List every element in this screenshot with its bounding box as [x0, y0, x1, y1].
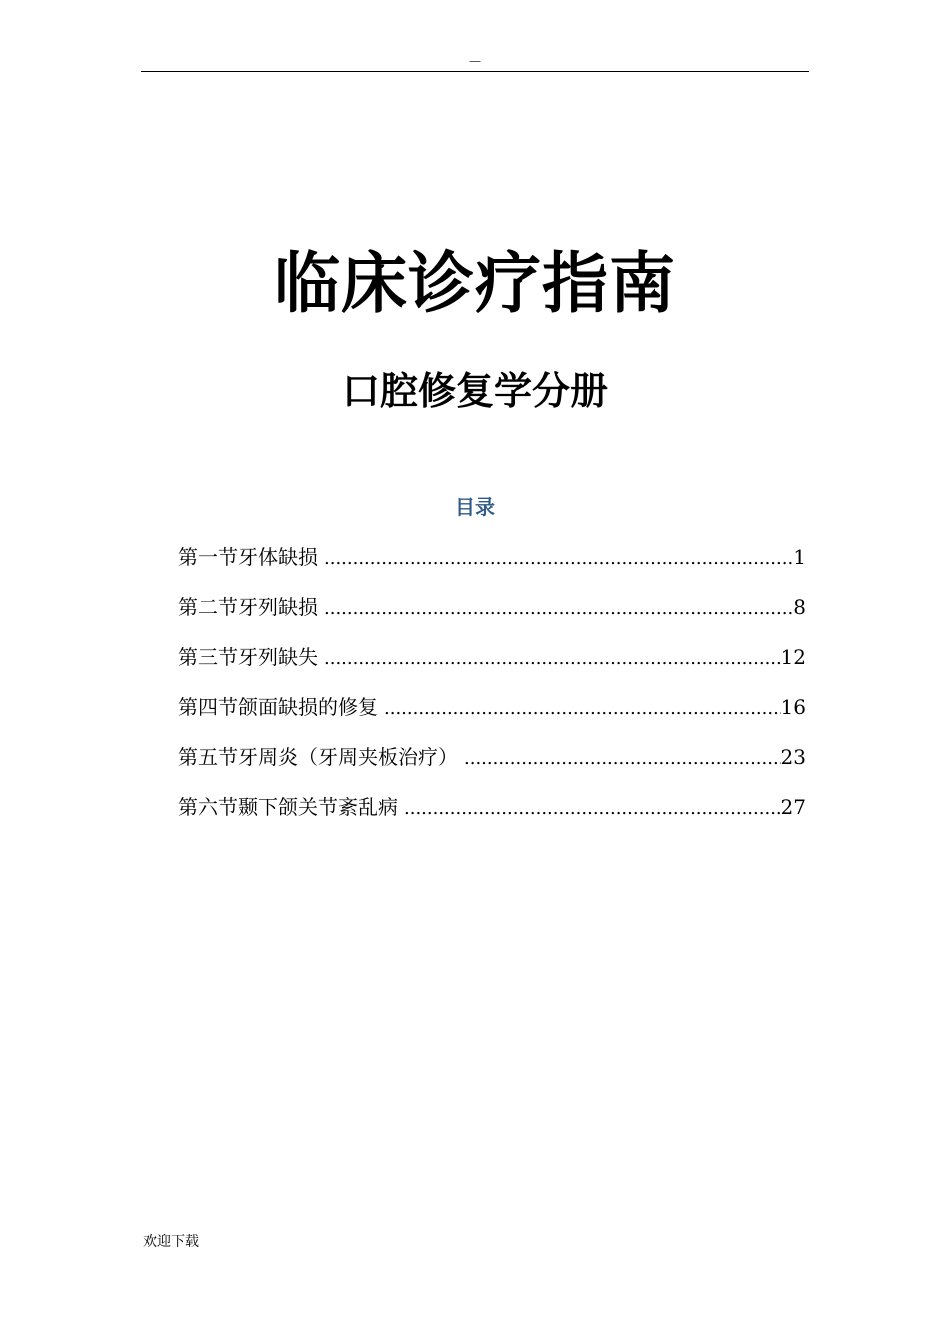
toc-dot-leader — [404, 794, 781, 824]
toc-entry[interactable] — [178, 542, 806, 592]
toc-entry-title: 第二节牙列缺损 — [178, 595, 318, 619]
toc-entry-title: 第一节牙体缺损 — [178, 545, 318, 569]
toc-entry[interactable] — [178, 792, 806, 842]
toc-entry-page: 27 — [780, 795, 806, 819]
toc-entry[interactable] — [178, 692, 806, 742]
toc-dot-leader — [324, 644, 781, 674]
toc-dot-leader — [384, 694, 781, 724]
header-mark: — — [469, 54, 481, 68]
toc-entry-page: 23 — [780, 745, 806, 769]
toc-entry[interactable] — [178, 742, 806, 792]
toc-entry-title: 第六节颞下颌关节紊乱病 — [178, 795, 398, 819]
toc-entry-page: 16 — [780, 695, 806, 719]
toc-entry-title: 第四节颌面缺损的修复 — [178, 695, 378, 719]
toc-entry-title: 第五节牙周炎（牙周夹板治疗） — [178, 745, 458, 769]
toc-entry-title: 第三节牙列缺失 — [178, 645, 318, 669]
toc-entry[interactable] — [178, 592, 806, 642]
toc-dot-leader — [324, 594, 793, 624]
toc-entry[interactable] — [178, 642, 806, 692]
toc-entry-page: 8 — [793, 595, 806, 619]
toc-entry-page: 1 — [793, 545, 806, 569]
toc-dot-leader — [324, 544, 793, 574]
table-of-contents — [178, 542, 806, 842]
header-rule — [141, 71, 809, 72]
toc-entry-page: 12 — [780, 645, 806, 669]
document-subtitle: 口腔修复学分册 — [341, 369, 608, 413]
document-title: 临床诊疗指南 — [274, 245, 676, 322]
toc-heading: 目录 — [455, 495, 495, 519]
toc-dot-leader — [464, 744, 781, 774]
footer-text: 欢迎下载 — [143, 1234, 199, 1250]
